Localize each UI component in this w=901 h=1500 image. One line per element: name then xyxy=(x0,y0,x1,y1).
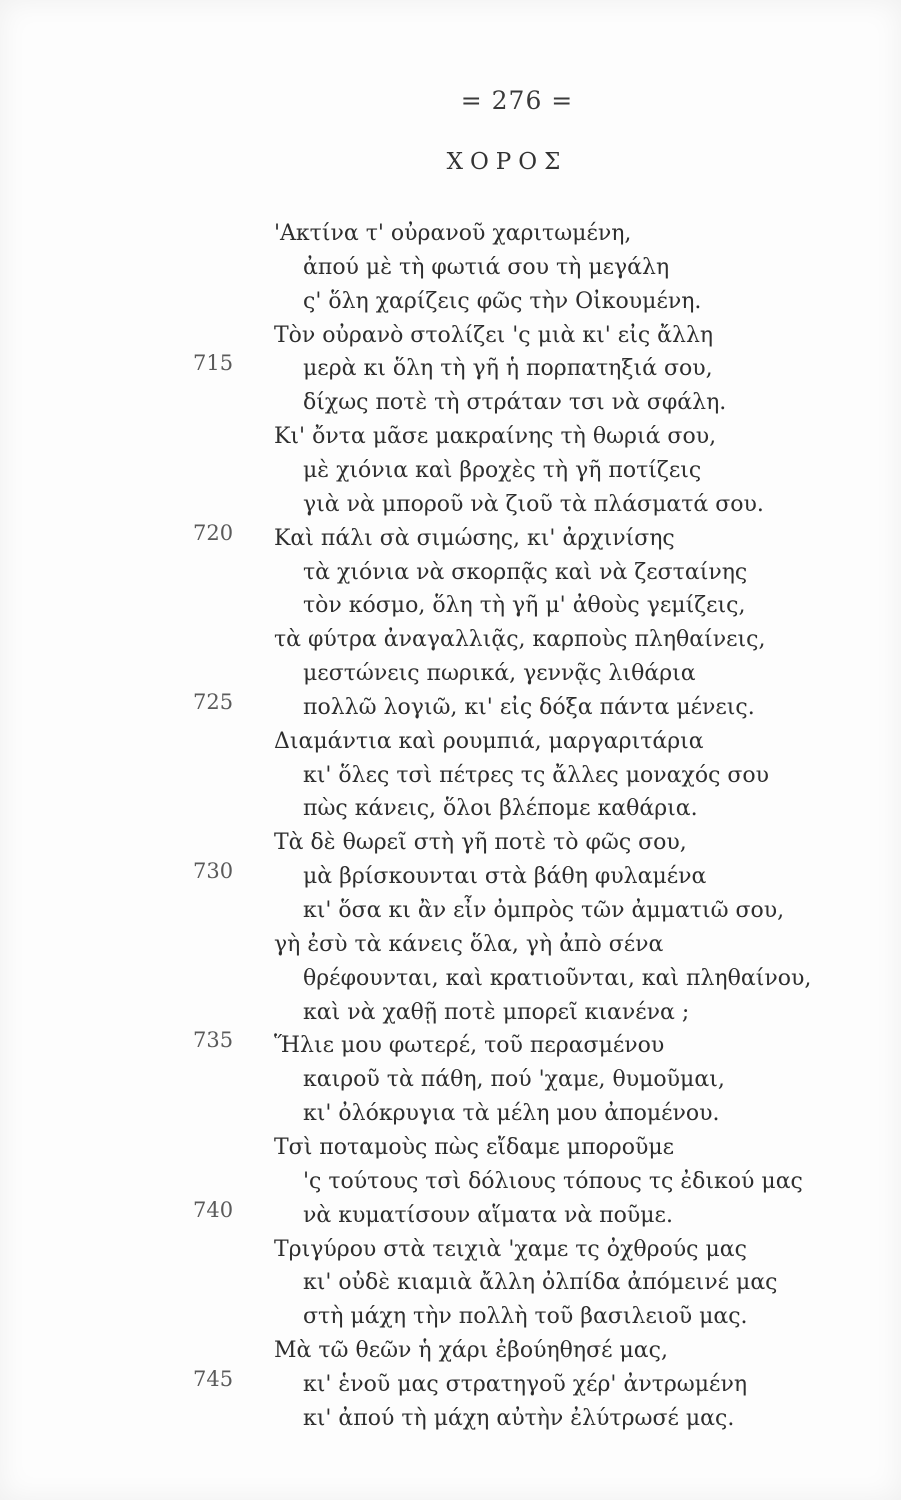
verse-line xyxy=(0,456,901,486)
verse-line xyxy=(0,1028,901,1061)
verse-line xyxy=(0,998,901,1028)
verse-text: ς' ὅλη χαρίζεις φῶς τὴν Οἰκουμένη. xyxy=(303,289,702,314)
verse-text: μὲ χιόνια καὶ βροχὲς τὴ γῆ ποτίζεις xyxy=(303,458,702,483)
verse-line xyxy=(0,1198,901,1231)
verse-line xyxy=(0,690,901,723)
verse-text: θρέφουνται, καὶ κρατιοῦνται, καὶ πληθαίνου, xyxy=(303,966,812,991)
verse-text: καιροῦ τὰ πάθη, πού 'χαμε, θυμοῦμαι, xyxy=(303,1067,725,1092)
line-number: 715 xyxy=(193,351,234,375)
verse-line xyxy=(0,761,901,791)
verse-line xyxy=(0,287,901,317)
verse-line xyxy=(0,1235,901,1265)
verse-line xyxy=(0,659,901,689)
verse-text: Μὰ τῶ θεῶν ἡ χάρι ἐβούηθησέ μας, xyxy=(274,1338,668,1363)
verse-text: μεστώνεις πωρικά, γεννᾷς λιθάρια xyxy=(303,661,696,686)
verse-text: 'ς τούτους τσὶ δόλιους τόπους τς ἐδικού μας xyxy=(303,1169,803,1194)
verse-text: τὰ φύτρα ἀναγαλλιᾷς, καρποὺς πληθαίνεις, xyxy=(274,627,766,652)
verse-text: δίχως ποτὲ τὴ στράταν τσι νὰ σφάλη. xyxy=(303,390,727,415)
verse-line xyxy=(0,727,901,757)
section-title: ΧΟΡΟΣ xyxy=(446,149,568,175)
verse-text: Κι' ὄντα μᾶσε μακραίνης τὴ θωριά σου, xyxy=(274,424,717,449)
line-number: 740 xyxy=(193,1198,234,1222)
verse-line xyxy=(0,1336,901,1366)
verse-text: μὰ βρίσκουνται στὰ βάθη φυλαμένα xyxy=(303,864,707,889)
verse-line xyxy=(0,351,901,384)
verse-text: Ἥλιε μου φωτερέ, τοῦ περασμένου xyxy=(274,1033,665,1058)
verse-line xyxy=(0,1404,901,1434)
line-number: 745 xyxy=(193,1367,234,1391)
verse-text: κι' ἀπού τὴ μάχη αὐτὴν ἐλύτρωσέ μας. xyxy=(303,1406,735,1431)
verse-line xyxy=(0,1133,901,1163)
verse-text: νὰ κυματίσουν αἵματα νὰ ποῦμε. xyxy=(303,1203,673,1228)
verse-text: κι' ὅλες τσὶ πέτρες τς ἄλλες μοναχός σου xyxy=(303,763,770,788)
verse-line xyxy=(0,794,901,824)
verse-line xyxy=(0,1268,901,1298)
verse-line xyxy=(0,422,901,452)
verse-text: πὼς κάνεις, ὅλοι βλέπομε καθάρια. xyxy=(303,796,698,821)
verse-text: τὰ χιόνια νὰ σκορπᾷς καὶ νὰ ζεσταίνης xyxy=(303,560,748,585)
verse-text: Καὶ πάλι σὰ σιμώσης, κι' ἀρχινίσης xyxy=(274,526,675,551)
verse-text: στὴ μάχη τὴν πολλὴ τοῦ βασιλειοῦ μας. xyxy=(303,1304,748,1329)
verse-line xyxy=(0,1099,901,1129)
verse-text: γὴ ἐσὺ τὰ κάνεις ὅλα, γὴ ἀπὸ σένα xyxy=(274,932,664,957)
verse-text: Τριγύρου στὰ τειχιὰ 'χαμε τς ὀχθρούς μας xyxy=(274,1237,747,1262)
verse-line xyxy=(0,1302,901,1332)
verse-line xyxy=(0,930,901,960)
verse-text: Διαμάντια καὶ ρουμπιά, μαργαριτάρια xyxy=(274,729,704,754)
verse-text: κι' ὀλόκρυγια τὰ μέλη μου ἀπομένου. xyxy=(303,1101,720,1126)
verse-text: κι' ἑνοῦ μας στρατηγοῦ χέρ' ἀντρωμένη xyxy=(303,1372,747,1397)
verse-line xyxy=(0,253,901,283)
verse-text: Τὰ δὲ θωρεῖ στὴ γῆ ποτὲ τὸ φῶς σου, xyxy=(274,830,687,855)
verse-text: 'Ακτίνα τ' οὐρανοῦ χαριτωμένη, xyxy=(274,221,632,246)
verse-line xyxy=(0,490,901,520)
verse-text: κι' ὅσα κι ἂν εἶν ὀμπρὸς τῶν ἀμματιῶ σου, xyxy=(303,898,785,923)
verse-text: Τσὶ ποταμοὺς πὼς εἴδαμε μποροῦμε xyxy=(274,1135,675,1160)
verse-text: τὸν κόσμο, ὅλη τὴ γῆ μ' ἀθοὺς γεμίζεις, xyxy=(303,593,746,618)
verse-line xyxy=(0,558,901,588)
verse-line xyxy=(0,521,901,554)
verse-text: ἀπού μὲ τὴ φωτιά σου τὴ μεγάλη xyxy=(303,255,670,280)
verse-line xyxy=(0,1367,901,1400)
verse-text: Τὸν οὐρανὸ στολίζει 'ς μιὰ κι' εἰς ἄλλη xyxy=(274,323,714,348)
verse-line xyxy=(0,964,901,994)
verse-text: μερὰ κι ὅλη τὴ γῆ ἡ πορπατηξιά σου, xyxy=(303,356,713,381)
verse-line xyxy=(0,625,901,655)
verse-line xyxy=(0,1065,901,1095)
verse-line xyxy=(0,1167,901,1197)
verse-line xyxy=(0,388,901,418)
verse-text: κι' οὐδὲ κιαμιὰ ἄλλη ὀλπίδα ἀπόμεινέ μας xyxy=(303,1270,778,1295)
line-number: 735 xyxy=(193,1028,234,1052)
verse-line xyxy=(0,828,901,858)
line-number: 725 xyxy=(193,690,234,714)
line-number: 720 xyxy=(193,521,234,545)
line-number: 730 xyxy=(193,859,234,883)
verse-line xyxy=(0,591,901,621)
verse-line xyxy=(0,896,901,926)
verse-line xyxy=(0,321,901,351)
verse-text: γιὰ νὰ μποροῦ νὰ ζιοῦ τὰ πλάσματά σου. xyxy=(303,492,764,517)
verse-text: πολλῶ λογιῶ, κι' εἰς δόξα πάντα μένεις. xyxy=(303,695,755,720)
page-number: = 276 = xyxy=(460,86,574,115)
verse-line xyxy=(0,859,901,892)
verse-line xyxy=(0,219,901,249)
verse-text: καὶ νὰ χαθῇ ποτὲ μπορεῖ κιανένα ; xyxy=(303,1000,690,1025)
